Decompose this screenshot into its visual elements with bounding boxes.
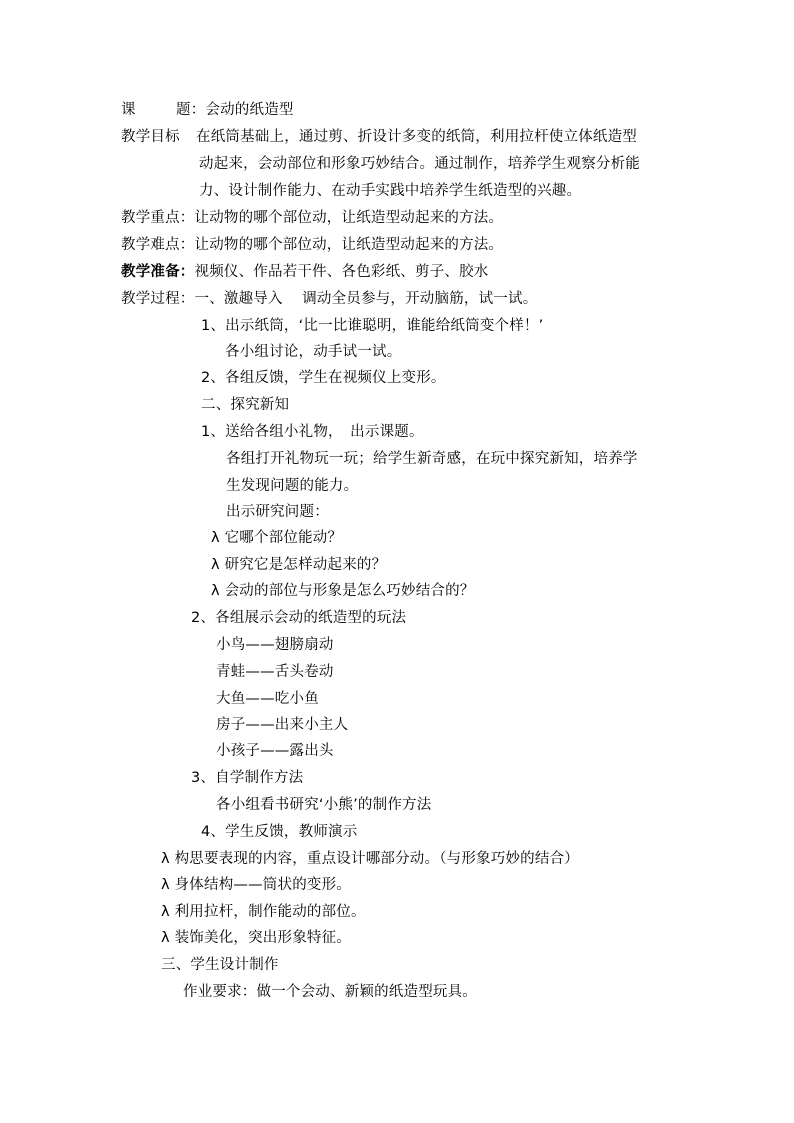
example-item: 小孩子——露出头 xyxy=(216,743,334,759)
question-item: λ 研究它是怎样动起来的？ xyxy=(211,557,387,573)
example-item: 房子——出来小主人 xyxy=(216,717,349,733)
prep-label: 教学准备： xyxy=(121,264,195,280)
example-item: 大鱼——吃小鱼 xyxy=(216,691,319,707)
process-step: 3、自学制作方法 xyxy=(191,770,304,786)
design-point: λ 身体结构——筒状的变形。 xyxy=(161,877,351,893)
prep-line xyxy=(121,263,489,281)
title-label-2: 题：会动的纸造型 xyxy=(176,102,294,118)
design-point: λ 构思要表现的内容，重点设计哪部分动。（与形象巧妙的结合） xyxy=(161,851,579,867)
goal-line-1: 在纸筒基础上，通过剪、折设计多变的纸筒，利用拉杆使立体纸造型 xyxy=(196,129,637,145)
title-value: 会动的纸造型 xyxy=(205,102,294,118)
difficult-point: 教学难点：让动物的哪个部位动，让纸造型动起来的方法。 xyxy=(121,237,504,253)
key-point: 教学重点：让动物的哪个部位动，让纸造型动起来的方法。 xyxy=(121,210,504,226)
process-line xyxy=(121,290,537,308)
process-step: 1、送给各组小礼物， 出示课题。 xyxy=(201,424,424,440)
process-step: 各小组看书研究‘小熊’的制作方法 xyxy=(216,797,432,813)
process-step: 生发现问题的能力。 xyxy=(226,478,359,494)
section-heading: 三、学生设计制作 xyxy=(161,957,279,973)
goal-line-2: 动起来，会动部位和形象巧妙结合。通过制作，培养学生观察分析能 xyxy=(199,156,640,172)
design-point: λ 利用拉杆，制作能动的部位。 xyxy=(161,904,366,920)
design-point: λ 装饰美化，突出形象特征。 xyxy=(161,930,351,946)
process-step: 2、各组展示会动的纸造型的玩法 xyxy=(191,610,407,626)
process-step: 各组打开礼物玩一玩；给学生新奇感，在玩中探究新知，培养学 xyxy=(226,451,638,467)
process-first: 一、激趣导入 调动全员参与，开动脑筋，试一试。 xyxy=(194,291,538,307)
example-item: 小鸟——翅膀扇动 xyxy=(216,637,334,653)
question-item: λ 它哪个部位能动？ xyxy=(211,530,343,546)
question-item: λ 会动的部位与形象是怎么巧妙结合的？ xyxy=(211,583,475,599)
prep-value: 视频仪、作品若干件、各色彩纸、剪子、胶水 xyxy=(194,264,489,280)
process-step: 4、学生反馈，教师演示 xyxy=(201,824,358,840)
example-item: 青蛙——舌头卷动 xyxy=(216,664,334,680)
process-step: 1、出示纸筒，‘比一比谁聪明，谁能给纸筒变个样！’ xyxy=(201,318,544,334)
title-label-1: 课 xyxy=(121,102,136,118)
section-heading: 二、探究新知 xyxy=(201,397,290,413)
goal-label: 教学目标 xyxy=(121,129,180,145)
process-step: 2、各组反馈，学生在视频仪上变形。 xyxy=(201,370,446,386)
homework-line: 作业要求：做一个会动、新颖的纸造型玩具。 xyxy=(183,984,477,1000)
goal-line-3: 力、设计制作能力、在动手实践中培养学生纸造型的兴趣。 xyxy=(199,183,582,199)
process-step: 出示研究问题： xyxy=(226,504,329,520)
process-label: 教学过程： xyxy=(121,291,195,307)
process-step: 各小组讨论，动手试一试。 xyxy=(225,344,402,360)
